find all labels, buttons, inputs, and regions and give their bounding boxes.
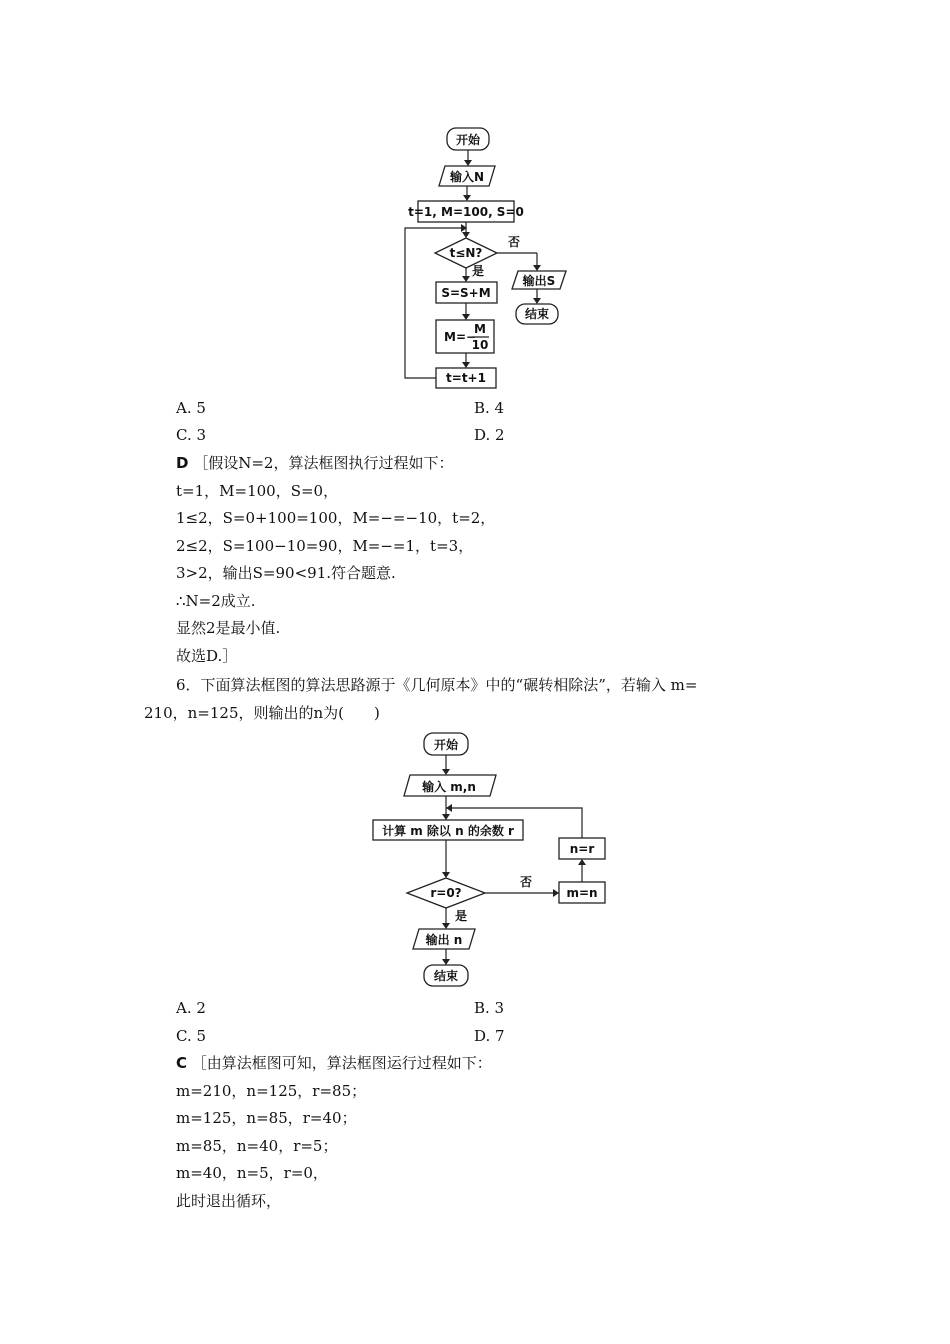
q5-solution-line-2: t=1，M=100，S=0， [176, 482, 339, 500]
fc1-end-label: 结束 [524, 307, 550, 321]
q6-answer: C [176, 1054, 188, 1072]
q5-option-c: C. 3 [176, 426, 207, 444]
fc2-assign-m-label: m=n [566, 886, 598, 900]
fc1-increment-label: t=t+1 [446, 371, 486, 385]
q5-solution-line-5: 3>2，输出S=90<91.符合题意. [176, 564, 396, 582]
q6-option-d: D. 7 [474, 1027, 505, 1045]
fc2-end-label: 结束 [433, 969, 459, 983]
q6-solution-line-5: m=40，n=5，r=0， [176, 1164, 328, 1182]
q5-option-b: B. 4 [474, 399, 505, 417]
q5-solution-line-4: 2≤2，S=100−10=90，M=−=1，t=3， [176, 537, 474, 555]
q5-solution-line-8: 故选D.］ [176, 647, 238, 665]
fc1-condition-label: t≤N? [449, 246, 483, 260]
flowchart-1 [0, 0, 950, 400]
fc1-assign-s-label: S=S+M [441, 286, 491, 300]
fc2-start-label: 开始 [433, 738, 459, 752]
q5-answer: D [176, 454, 189, 472]
q6-solution-line-1: C ［由算法框图可知，算法框图运行过程如下： [176, 1054, 492, 1072]
fc2-assign-n-label: n=r [569, 842, 595, 856]
q6-option-b: B. 3 [474, 999, 505, 1017]
q6-solution-line-4: m=85，n=40，r=5； [176, 1137, 338, 1155]
fc2-output-label: 输出 n [425, 933, 463, 947]
q5-option-a: A. 5 [176, 399, 206, 417]
q6-question-line-1: 6．下面算法框图的算法思路源于《几何原本》中的“碾转相除法”，若输入 m= [176, 676, 698, 694]
q6-question-line-2: 210，n=125，则输出的n为( ) [144, 704, 380, 722]
fc1-init-label: t=1, M=100, S=0 [408, 205, 524, 219]
q5-solution-line-3: 1≤2，S=0+100=100，M=−=−10，t=2， [176, 509, 496, 527]
fc1-assign-m-left: M=− [444, 330, 477, 344]
fc1-yes-label: 是 [472, 264, 485, 278]
fc2-yes-label: 是 [455, 909, 468, 923]
q6-solution-line-2: m=210，n=125，r=85； [176, 1082, 367, 1100]
q5-solution-line-6: ∴N=2成立. [176, 592, 256, 610]
fc2-compute-label: 计算 m 除以 n 的余数 r [382, 824, 514, 838]
q6-solution-line-6: 此时退出循环， [176, 1192, 282, 1210]
q5-solution-line-1: D ［假设N=2，算法框图执行过程如下： [176, 454, 454, 472]
q6-solution-line-3: m=125，n=85，r=40； [176, 1109, 357, 1127]
q6-option-c: C. 5 [176, 1027, 207, 1045]
fc2-input-label: 输入 m,n [422, 780, 476, 794]
fc1-input-label: 输入N [449, 170, 485, 184]
flowchart-2 [0, 725, 950, 995]
fc1-output-label: 输出S [522, 274, 556, 288]
q6-option-a: A. 2 [176, 999, 206, 1017]
fc2-condition-label: r=0? [430, 886, 462, 900]
fc1-start-label: 开始 [455, 133, 481, 147]
q5-solution-line-7: 显然2是最小值. [176, 619, 281, 637]
fc2-no-label: 否 [520, 875, 533, 889]
fc1-assign-m-num: M [474, 322, 486, 336]
fc1-assign-m-den: 10 [471, 338, 489, 352]
fc1-no-label: 否 [508, 235, 521, 249]
q5-option-d: D. 2 [474, 426, 505, 444]
